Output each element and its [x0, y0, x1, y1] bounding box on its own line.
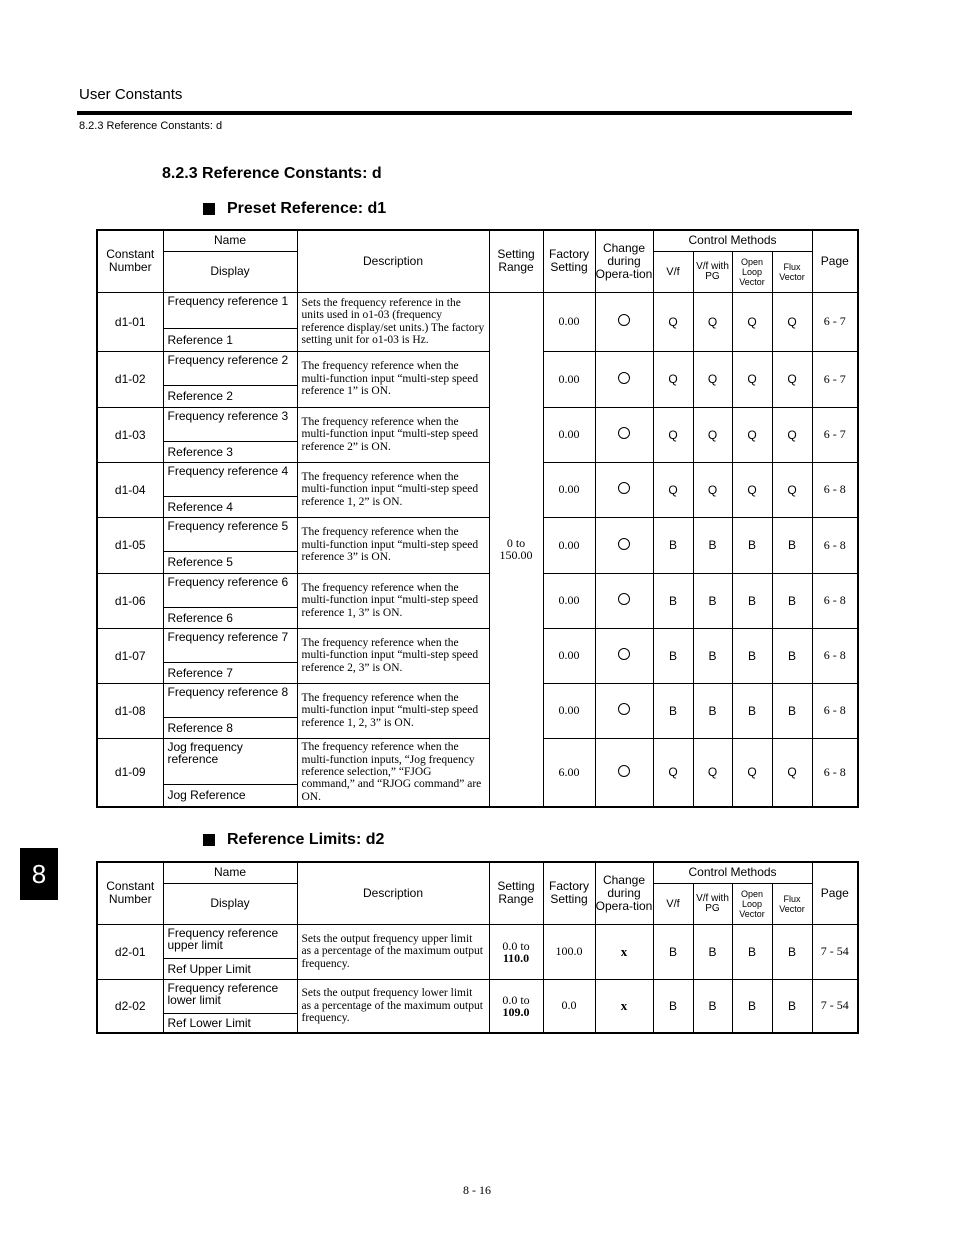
control-open-loop-vector: B: [732, 517, 772, 573]
control-vf-pg: Q: [693, 407, 732, 462]
constant-name: Frequency reference 7: [163, 628, 297, 662]
table-row: [97, 407, 858, 441]
control-vf: Q: [653, 292, 693, 351]
control-open-loop-vector: B: [732, 979, 772, 1033]
control-open-loop-vector: B: [732, 683, 772, 738]
section-heading: 8.2.3 Reference Constants: d: [162, 165, 382, 182]
table-row: [97, 351, 858, 385]
control-open-loop-vector: Q: [732, 351, 772, 407]
factory-setting: 0.0: [543, 979, 595, 1033]
control-vf: B: [653, 683, 693, 738]
control-flux-vector: Q: [772, 292, 812, 351]
constant-number: d1-03: [97, 407, 163, 462]
constant-display: Reference 3: [163, 441, 297, 462]
control-vf: B: [653, 517, 693, 573]
constant-description: Sets the frequency reference in the units used in o1-03 (frequency reference display/set units.) The factory setting unit for o1-03 is Hz.: [297, 292, 489, 351]
control-open-loop-vector: Q: [732, 407, 772, 462]
control-flux-vector: B: [772, 573, 812, 628]
factory-setting: 0.00: [543, 407, 595, 462]
d2-heading-text: Reference Limits: d2: [227, 831, 385, 848]
constant-number: d1-02: [97, 351, 163, 407]
change-during-operation: [595, 738, 653, 807]
page-reference: 6 - 8: [812, 738, 858, 807]
constant-name: Frequency reference 6: [163, 573, 297, 607]
header-vf: V/f: [653, 251, 693, 292]
control-vf: B: [653, 979, 693, 1033]
change-during-operation: [595, 924, 653, 979]
page-reference: 7 - 54: [812, 924, 858, 979]
control-vf-pg: B: [693, 573, 732, 628]
control-flux-vector: Q: [772, 351, 812, 407]
change-during-operation: [595, 407, 653, 462]
header-factory-setting: Factory Setting: [543, 862, 595, 924]
circle-icon: [618, 427, 630, 439]
circle-icon: [618, 765, 630, 777]
constant-description: The frequency reference when the multi-function input “multi-step speed reference 2” is ON.: [297, 407, 489, 462]
chapter-tab: 8: [20, 848, 58, 900]
constant-name: Frequency reference 5: [163, 517, 297, 551]
constant-name: Frequency reference lower limit: [163, 979, 297, 1013]
control-vf: Q: [653, 351, 693, 407]
d1-constants-table: [96, 229, 859, 808]
header-constant-number: Constant Number: [97, 862, 163, 924]
constant-display: Ref Lower Limit: [163, 1013, 297, 1033]
constant-display: Jog Reference: [163, 784, 297, 807]
constant-description: The frequency reference when the multi-function input “multi-step speed reference 1, 3” is ON.: [297, 573, 489, 628]
constant-display: Reference 7: [163, 662, 297, 683]
header-setting-range: Setting Range: [489, 230, 543, 292]
control-flux-vector: B: [772, 628, 812, 683]
control-vf: B: [653, 628, 693, 683]
constant-display: Reference 6: [163, 607, 297, 628]
table-row: [97, 979, 858, 1013]
header-description: Description: [297, 862, 489, 924]
constant-number: d2-01: [97, 924, 163, 979]
setting-range: [489, 979, 543, 1033]
header-subtitle: 8.2.3 Reference Constants: d: [79, 120, 223, 132]
header-open-loop-vector: Open Loop Vector: [732, 251, 772, 292]
constant-number: d1-07: [97, 628, 163, 683]
page-reference: 6 - 8: [812, 517, 858, 573]
square-bullet-icon: [203, 834, 215, 846]
page-reference: 6 - 8: [812, 462, 858, 517]
control-vf: Q: [653, 462, 693, 517]
constant-description: Sets the output frequency upper limit as a percentage of the maximum output frequency.: [297, 924, 489, 979]
d1-heading: [203, 200, 386, 218]
header-open-loop-vector: Open Loop Vector: [732, 883, 772, 924]
change-during-operation: [595, 979, 653, 1033]
control-flux-vector: Q: [772, 738, 812, 807]
constant-description: The frequency reference when the multi-function inputs, “Jog frequency reference selection,” “FJOG command,” and “RJOG command” are ON.: [297, 738, 489, 807]
header-title: User Constants: [79, 86, 183, 103]
header-page: Page: [812, 230, 858, 292]
constant-number: d1-08: [97, 683, 163, 738]
factory-setting: 0.00: [543, 462, 595, 517]
control-vf: B: [653, 573, 693, 628]
circle-icon: [618, 314, 630, 326]
change-during-operation: [595, 351, 653, 407]
constant-name: Frequency reference 3: [163, 407, 297, 441]
control-open-loop-vector: B: [732, 573, 772, 628]
constant-number: d1-04: [97, 462, 163, 517]
header-name: Name: [163, 230, 297, 251]
constant-display: Reference 2: [163, 385, 297, 407]
header-flux-vector: Flux Vector: [772, 883, 812, 924]
header-name: Name: [163, 862, 297, 883]
constant-name: Frequency reference 4: [163, 462, 297, 496]
d1-heading-text: Preset Reference: d1: [227, 200, 387, 217]
constant-number: d1-06: [97, 573, 163, 628]
header-control-methods: Control Methods: [653, 230, 812, 251]
constant-number: d1-09: [97, 738, 163, 807]
header-page: Page: [812, 862, 858, 924]
control-vf-pg: B: [693, 979, 732, 1033]
circle-icon: [618, 372, 630, 384]
table-row: [97, 683, 858, 717]
page-reference: 6 - 8: [812, 683, 858, 738]
control-open-loop-vector: B: [732, 628, 772, 683]
constant-number: d1-05: [97, 517, 163, 573]
header-vf: V/f: [653, 883, 693, 924]
header-flux-vector: Flux Vector: [772, 251, 812, 292]
x-mark: x: [620, 943, 628, 959]
control-open-loop-vector: Q: [732, 738, 772, 807]
constant-name: Frequency reference 2: [163, 351, 297, 385]
control-vf-pg: B: [693, 628, 732, 683]
control-open-loop-vector: Q: [732, 292, 772, 351]
circle-icon: [618, 703, 630, 715]
change-during-operation: [595, 573, 653, 628]
constant-display: Reference 8: [163, 717, 297, 738]
factory-setting: 0.00: [543, 292, 595, 351]
header-display: Display: [163, 251, 297, 292]
header-vf-pg: V/f with PG: [693, 251, 732, 292]
header-change-during-operation: Change during Opera-tion: [595, 230, 653, 292]
table-row: [97, 738, 858, 784]
factory-setting: 0.00: [543, 351, 595, 407]
control-vf-pg: Q: [693, 462, 732, 517]
page-reference: 6 - 7: [812, 407, 858, 462]
constant-description: The frequency reference when the multi-function input “multi-step speed reference 1, 2, 3” is ON.: [297, 683, 489, 738]
change-during-operation: [595, 292, 653, 351]
constant-name: Jog frequency reference: [163, 738, 297, 784]
page-reference: 6 - 8: [812, 628, 858, 683]
header-description: Description: [297, 230, 489, 292]
factory-setting: 0.00: [543, 573, 595, 628]
setting-range-max: 109.0: [502, 1004, 530, 1019]
page-reference: 6 - 7: [812, 351, 858, 407]
constant-display: Reference 4: [163, 496, 297, 517]
table-row: [97, 462, 858, 496]
header-change-during-operation: Change during Opera-tion: [595, 862, 653, 924]
control-open-loop-vector: Q: [732, 462, 772, 517]
header-control-methods: Control Methods: [653, 862, 812, 883]
constant-description: The frequency reference when the multi-function input “multi-step speed reference 3” is ON.: [297, 517, 489, 573]
header-vf-pg: V/f with PG: [693, 883, 732, 924]
control-flux-vector: B: [772, 924, 812, 979]
change-during-operation: [595, 683, 653, 738]
table-row: [97, 924, 858, 958]
factory-setting: 100.0: [543, 924, 595, 979]
control-vf-pg: B: [693, 683, 732, 738]
page-reference: 6 - 8: [812, 573, 858, 628]
control-flux-vector: Q: [772, 407, 812, 462]
x-mark: x: [620, 997, 628, 1013]
header-rule: [77, 111, 852, 115]
control-vf-pg: Q: [693, 738, 732, 807]
control-vf-pg: B: [693, 924, 732, 979]
circle-icon: [618, 648, 630, 660]
control-flux-vector: B: [772, 979, 812, 1033]
change-during-operation: [595, 517, 653, 573]
control-open-loop-vector: B: [732, 924, 772, 979]
constant-display: Reference 1: [163, 328, 297, 351]
header-constant-number: Constant Number: [97, 230, 163, 292]
control-vf: Q: [653, 407, 693, 462]
constant-name: Frequency reference 8: [163, 683, 297, 717]
factory-setting: 6.00: [543, 738, 595, 807]
setting-range-min: 0.0 to: [502, 938, 530, 953]
square-bullet-icon: [203, 203, 215, 215]
page-number: 8 - 16: [463, 1183, 491, 1197]
setting-range: 0 to 150.00: [489, 292, 543, 807]
change-during-operation: [595, 462, 653, 517]
table-row: [97, 517, 858, 551]
constant-name: Frequency reference 1: [163, 292, 297, 328]
circle-icon: [618, 482, 630, 494]
factory-setting: 0.00: [543, 628, 595, 683]
constant-display: Reference 5: [163, 551, 297, 573]
control-vf: B: [653, 924, 693, 979]
change-during-operation: [595, 628, 653, 683]
setting-range-min: 0.0 to: [502, 992, 530, 1007]
control-vf-pg: Q: [693, 292, 732, 351]
control-vf-pg: Q: [693, 351, 732, 407]
constant-description: The frequency reference when the multi-function input “multi-step speed reference 1, 2” is ON.: [297, 462, 489, 517]
factory-setting: 0.00: [543, 517, 595, 573]
control-flux-vector: B: [772, 683, 812, 738]
control-flux-vector: B: [772, 517, 812, 573]
constant-display: Ref Upper Limit: [163, 958, 297, 979]
control-vf-pg: B: [693, 517, 732, 573]
header-factory-setting: Factory Setting: [543, 230, 595, 292]
setting-range: [489, 924, 543, 979]
setting-range-max: 110.0: [502, 950, 530, 965]
d2-heading: [203, 831, 384, 849]
constant-name: Frequency reference upper limit: [163, 924, 297, 958]
header-setting-range: Setting Range: [489, 862, 543, 924]
control-vf: Q: [653, 738, 693, 807]
circle-icon: [618, 538, 630, 550]
header-display: Display: [163, 883, 297, 924]
control-flux-vector: Q: [772, 462, 812, 517]
table-row: [97, 628, 858, 662]
table-row: [97, 292, 858, 328]
constant-number: d1-01: [97, 292, 163, 351]
constant-description: The frequency reference when the multi-function input “multi-step speed reference 2, 3” is ON.: [297, 628, 489, 683]
page-reference: 6 - 7: [812, 292, 858, 351]
page-reference: 7 - 54: [812, 979, 858, 1033]
d2-constants-table: [96, 861, 859, 1034]
constant-description: Sets the output frequency lower limit as a percentage of the maximum output frequency.: [297, 979, 489, 1033]
constant-description: The frequency reference when the multi-function input “multi-step speed reference 1” is ON.: [297, 351, 489, 407]
circle-icon: [618, 593, 630, 605]
table-row: [97, 573, 858, 607]
factory-setting: 0.00: [543, 683, 595, 738]
constant-number: d2-02: [97, 979, 163, 1033]
